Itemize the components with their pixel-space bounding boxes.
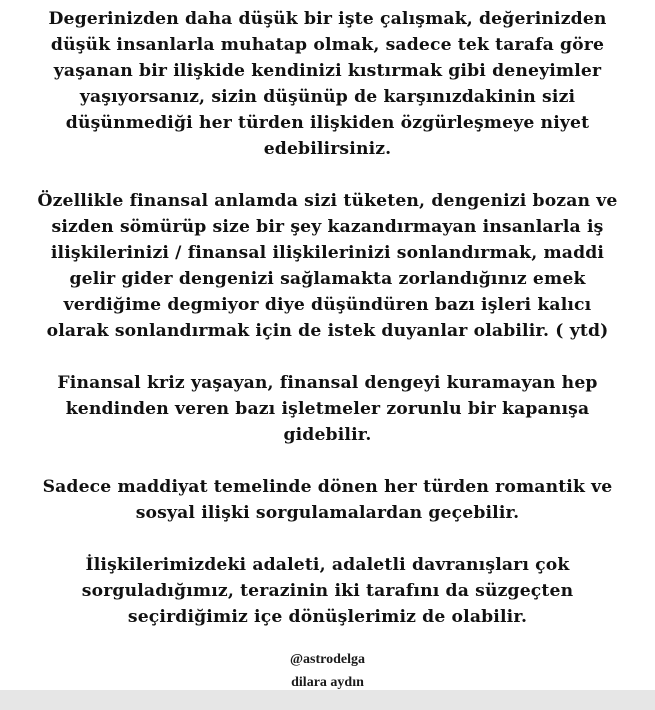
paragraph-3 bbox=[0, 370, 655, 448]
text-line: sizden sömürüp size bir şey kazandırmayan insanlarla iş bbox=[51, 217, 604, 237]
text-line: Finansal kriz yaşayan, finansal dengeyi kuramayan hep bbox=[57, 373, 598, 393]
text-line: yaşıyorsanız, sizin düşünüp de karşınızdakinin sizi bbox=[79, 87, 576, 107]
article-body bbox=[0, 6, 655, 656]
text-line: gidebilir. bbox=[283, 425, 372, 445]
text-line: verdiğime degmiyor diye düşündüren bazı işleri kalıcı bbox=[63, 295, 592, 315]
text-line: Degerinizden daha düşük bir işte çalışmak, değerinizden bbox=[48, 9, 607, 29]
text-line: sorguladığımız, terazinin iki tarafını da süzgeçten bbox=[81, 581, 574, 601]
paragraph-1 bbox=[0, 6, 655, 162]
text-line: gelir gider dengenizi sağlamakta zorlandığınız emek bbox=[69, 269, 586, 289]
signature-handle: @astrodelga bbox=[290, 652, 365, 667]
text-line: sosyal ilişki sorgulamalardan geçebilir. bbox=[135, 503, 520, 523]
text-line: düşük insanlarla muhatap olmak, sadece tek tarafa göre bbox=[50, 35, 605, 55]
text-line: yaşanan bir ilişkide kendinizi kıstırmak gibi deneyimler bbox=[53, 61, 602, 81]
bottom-bar bbox=[0, 690, 655, 710]
paragraph-5 bbox=[0, 552, 655, 630]
text-line: düşünmediği her türden ilişkiden özgürleşmeye niyet bbox=[65, 113, 590, 133]
text-line: Özellikle finansal anlamda sizi tüketen, dengenizi bozan ve bbox=[37, 191, 618, 211]
paragraph-4 bbox=[0, 474, 655, 526]
text-line: kendinden veren bazı işletmeler zorunlu bir kapanışa bbox=[65, 399, 590, 419]
text-line: seçirdiğimiz içe dönüşlerimiz de olabilir. bbox=[127, 607, 528, 627]
paragraph-2 bbox=[0, 188, 655, 344]
text-line: edebilirsiniz. bbox=[263, 139, 392, 159]
text-line: Sadece maddiyat temelinde dönen her türden romantik ve bbox=[42, 477, 613, 497]
text-line: ilişkilerinizi / finansal ilişkilerinizi sonlandırmak, maddi bbox=[50, 243, 605, 263]
signature-author: dilara aydın bbox=[291, 675, 364, 690]
text-line: İlişkilerimizdeki adaleti, adaletli davranışları çok bbox=[85, 555, 570, 575]
text-line: olarak sonlandırmak için de istek duyanlar olabilir. ( ytd) bbox=[46, 321, 609, 341]
